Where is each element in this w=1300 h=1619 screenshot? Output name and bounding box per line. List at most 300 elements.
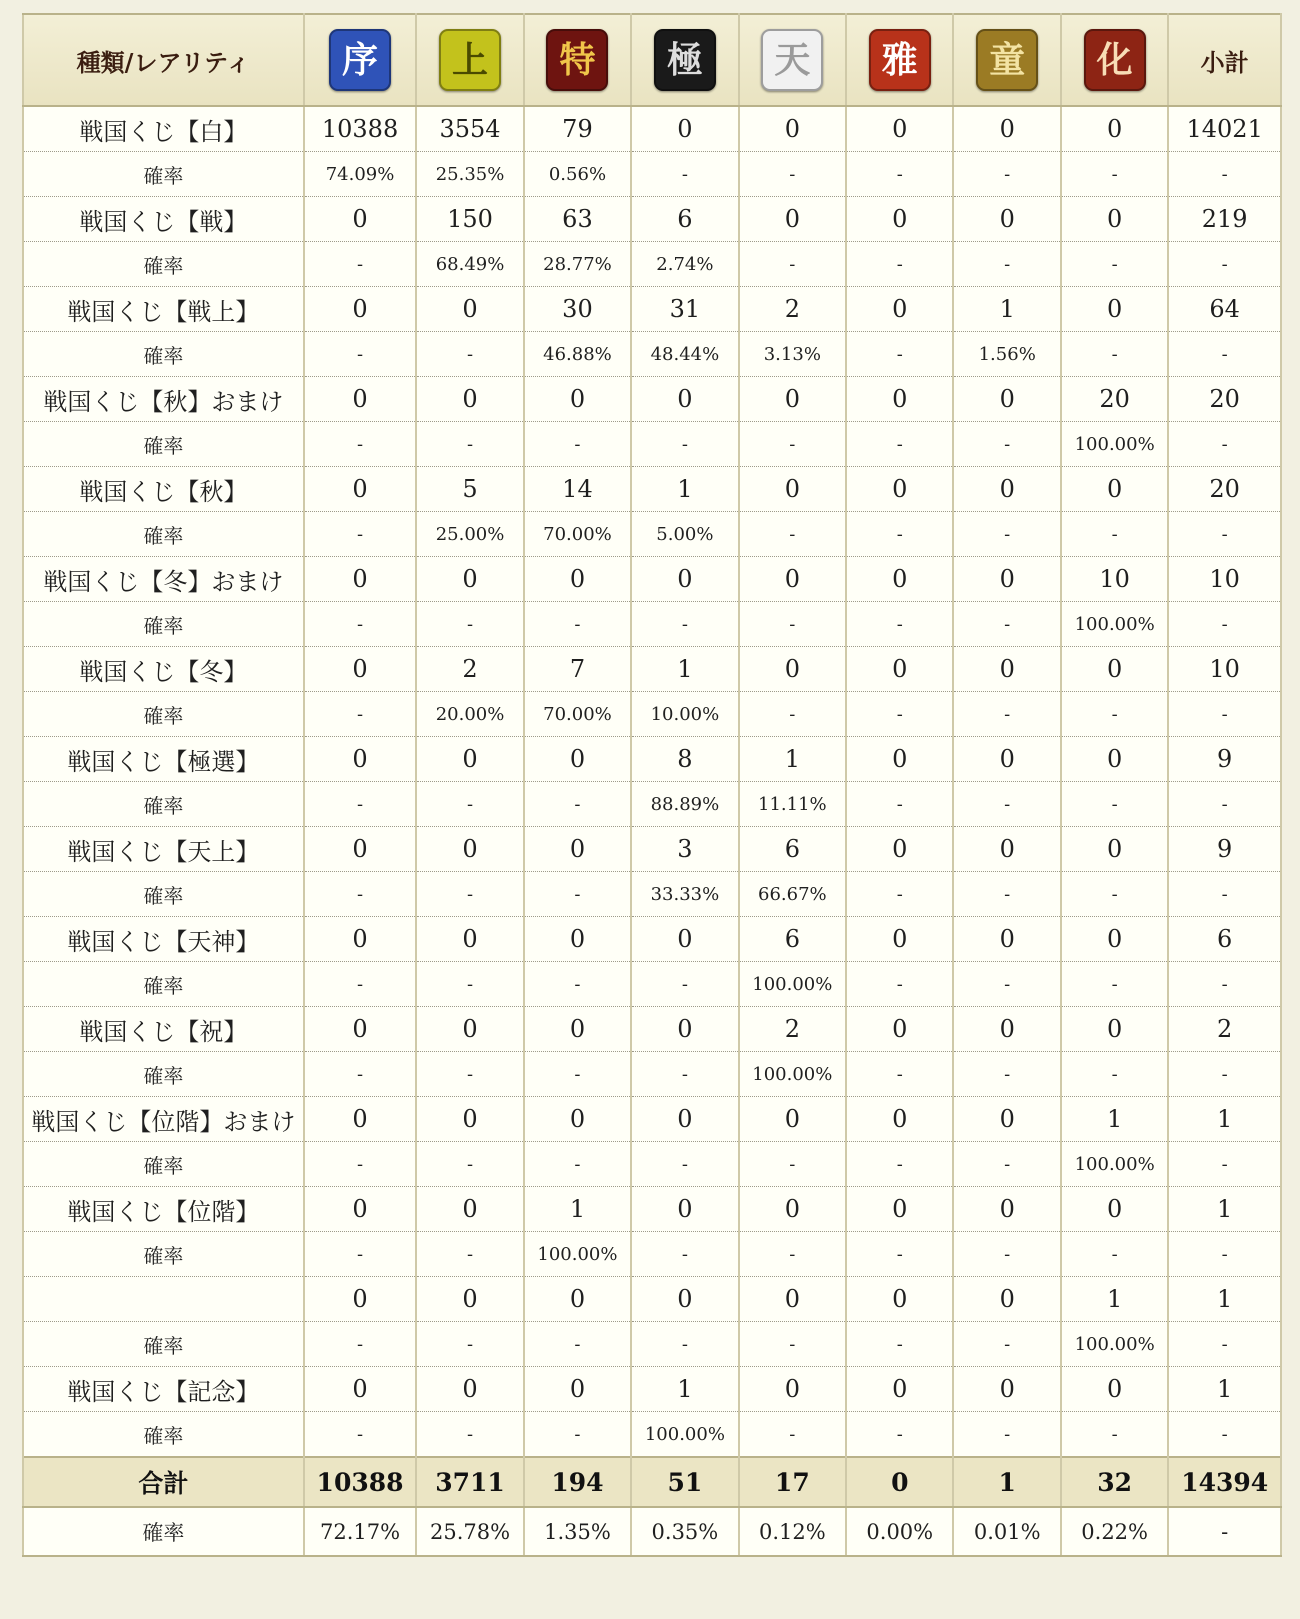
value-cell: 0 [416, 737, 523, 782]
table-row-count [23, 287, 1281, 332]
value-cell: - [524, 962, 631, 1007]
row-label: 戦国くじ【秋】おまけ [23, 377, 304, 422]
table-row-probability [23, 1412, 1281, 1458]
subtotal-cell: - [1168, 602, 1281, 647]
value-cell: 100.00% [739, 1052, 846, 1097]
row-label: 戦国くじ【位階】 [23, 1187, 304, 1232]
value-cell: 68.49% [416, 242, 523, 287]
row-label: 確率 [23, 1322, 304, 1367]
value-cell: - [416, 332, 523, 377]
value-cell: 2 [739, 1007, 846, 1052]
value-cell: - [1061, 1412, 1168, 1458]
value-cell: 0 [1061, 1367, 1168, 1412]
value-cell: 6 [739, 827, 846, 872]
value-cell: - [1061, 1052, 1168, 1097]
value-cell: - [524, 872, 631, 917]
value-cell: - [846, 602, 953, 647]
value-cell: - [416, 1142, 523, 1187]
row-label: 戦国くじ【位階】おまけ [23, 1097, 304, 1142]
rarity-header-4 [739, 14, 846, 106]
subtotal-cell: 2 [1168, 1007, 1281, 1052]
row-label: 確率 [23, 962, 304, 1007]
value-cell: 5.00% [631, 512, 738, 557]
value-cell: - [846, 1142, 953, 1187]
value-cell: - [631, 1322, 738, 1367]
row-label: 確率 [23, 872, 304, 917]
subtotal-cell: 219 [1168, 197, 1281, 242]
rarity-table [22, 13, 1282, 1557]
value-cell: 30 [524, 287, 631, 332]
value-cell: - [416, 422, 523, 467]
value-cell: - [739, 152, 846, 197]
value-cell: 0 [416, 1007, 523, 1052]
row-label: 戦国くじ【白】 [23, 106, 304, 152]
value-cell: 0 [304, 557, 417, 602]
value-cell: 8 [631, 737, 738, 782]
value-cell: 10388 [304, 106, 417, 152]
table-row-count [23, 377, 1281, 422]
value-cell: - [846, 152, 953, 197]
table-row-probability [23, 512, 1281, 557]
value-cell: 0 [304, 377, 417, 422]
value-cell: 88.89% [631, 782, 738, 827]
table-row-count [23, 737, 1281, 782]
toku-badge-icon: 特 [546, 29, 608, 91]
value-cell: - [953, 1052, 1060, 1097]
value-cell: 0 [953, 1007, 1060, 1052]
subtotal-cell: 1 [1168, 1277, 1281, 1322]
value-cell: - [953, 692, 1060, 737]
value-cell: 0 [631, 377, 738, 422]
rarity-header-2 [524, 14, 631, 106]
value-cell: - [1061, 332, 1168, 377]
value-cell: 0 [846, 1187, 953, 1232]
value-cell: 0.56% [524, 152, 631, 197]
value-cell: 100.00% [1061, 602, 1168, 647]
value-cell: - [524, 422, 631, 467]
value-cell: 1 [953, 1457, 1060, 1507]
value-cell: 0 [1061, 737, 1168, 782]
value-cell: - [631, 1052, 738, 1097]
value-cell: 0 [846, 827, 953, 872]
value-cell: 0 [416, 1097, 523, 1142]
total-probability-row [23, 1507, 1281, 1556]
value-cell: 10 [1061, 557, 1168, 602]
value-cell: 0.01% [953, 1507, 1060, 1556]
subtotal-header: 小計 [1168, 14, 1281, 106]
subtotal-cell: - [1168, 1322, 1281, 1367]
value-cell: - [953, 1142, 1060, 1187]
subtotal-cell: 6 [1168, 917, 1281, 962]
value-cell: 25.35% [416, 152, 523, 197]
table-row-count [23, 1367, 1281, 1412]
value-cell: - [1061, 692, 1168, 737]
rarity-header-7 [1061, 14, 1168, 106]
bake-badge-icon: 化 [1084, 29, 1146, 91]
value-cell: 0 [416, 917, 523, 962]
row-label: 戦国くじ【冬】おまけ [23, 557, 304, 602]
value-cell: 0 [1061, 647, 1168, 692]
value-cell: - [1061, 872, 1168, 917]
value-cell: 0.12% [739, 1507, 846, 1556]
value-cell: - [1061, 152, 1168, 197]
row-label: 確率 [23, 692, 304, 737]
value-cell: 0.35% [631, 1507, 738, 1556]
value-cell: 0 [846, 1457, 953, 1507]
value-cell: 6 [631, 197, 738, 242]
value-cell: - [953, 1322, 1060, 1367]
value-cell: 0 [416, 287, 523, 332]
value-cell: 11.11% [739, 782, 846, 827]
value-cell: 0 [631, 917, 738, 962]
value-cell: 0 [846, 467, 953, 512]
goku-badge-icon: 極 [654, 29, 716, 91]
value-cell: 0 [739, 647, 846, 692]
value-cell: 0 [739, 197, 846, 242]
value-cell: 0 [304, 197, 417, 242]
value-cell: 0 [1061, 197, 1168, 242]
value-cell: - [953, 512, 1060, 557]
row-label: 確率 [23, 242, 304, 287]
value-cell: 0 [524, 1367, 631, 1412]
table-row-probability [23, 152, 1281, 197]
value-cell: 28.77% [524, 242, 631, 287]
value-cell: - [304, 1322, 417, 1367]
value-cell: 7 [524, 647, 631, 692]
table-row-probability [23, 1052, 1281, 1097]
value-cell: - [739, 1142, 846, 1187]
value-cell: 1 [1061, 1277, 1168, 1322]
value-cell: 20.00% [416, 692, 523, 737]
row-label: 確率 [23, 602, 304, 647]
row-label: 確率 [23, 1142, 304, 1187]
subtotal-cell: 14394 [1168, 1457, 1281, 1507]
value-cell: 0 [631, 1097, 738, 1142]
ten-badge-icon: 天 [761, 29, 823, 91]
value-cell: 0 [953, 1277, 1060, 1322]
value-cell: 1 [739, 737, 846, 782]
row-label: 確率 [23, 422, 304, 467]
subtotal-cell: - [1168, 1412, 1281, 1458]
value-cell: 100.00% [1061, 1142, 1168, 1187]
value-cell: 0 [1061, 917, 1168, 962]
subtotal-cell: 20 [1168, 377, 1281, 422]
rarity-header-6 [953, 14, 1060, 106]
value-cell: 33.33% [631, 872, 738, 917]
value-cell: 0 [846, 106, 953, 152]
value-cell: 0 [524, 557, 631, 602]
value-cell: 0 [739, 1097, 846, 1142]
value-cell: 0 [846, 737, 953, 782]
value-cell: - [524, 782, 631, 827]
value-cell: - [416, 1322, 523, 1367]
value-cell: 1.56% [953, 332, 1060, 377]
subtotal-cell: 64 [1168, 287, 1281, 332]
value-cell: 14 [524, 467, 631, 512]
table-row-probability [23, 332, 1281, 377]
value-cell: - [631, 1232, 738, 1277]
value-cell: 0 [739, 1187, 846, 1232]
value-cell: 5 [416, 467, 523, 512]
miyabi-badge-icon: 雅 [869, 29, 931, 91]
value-cell: 0 [524, 827, 631, 872]
value-cell: 0 [739, 1367, 846, 1412]
value-cell: - [739, 1412, 846, 1458]
value-cell: - [739, 1322, 846, 1367]
value-cell: - [304, 1052, 417, 1097]
subtotal-cell: - [1168, 692, 1281, 737]
row-label: 戦国くじ【極選】 [23, 737, 304, 782]
subtotal-cell: 10 [1168, 557, 1281, 602]
value-cell: 0 [846, 1277, 953, 1322]
subtotal-cell: - [1168, 1052, 1281, 1097]
value-cell: - [739, 422, 846, 467]
value-cell: 1 [631, 467, 738, 512]
value-cell: - [631, 1142, 738, 1187]
table-row-count [23, 1187, 1281, 1232]
subtotal-cell: - [1168, 1232, 1281, 1277]
value-cell: 0 [304, 827, 417, 872]
value-cell: 0 [304, 1367, 417, 1412]
subtotal-cell: - [1168, 782, 1281, 827]
value-cell: 31 [631, 287, 738, 332]
value-cell: 0.22% [1061, 1507, 1168, 1556]
value-cell: 10388 [304, 1457, 417, 1507]
jo-badge-icon: 序 [329, 29, 391, 91]
value-cell: - [304, 1412, 417, 1458]
value-cell: 74.09% [304, 152, 417, 197]
value-cell: 0 [524, 1277, 631, 1322]
value-cell: 0 [1061, 1187, 1168, 1232]
value-cell: 1 [953, 287, 1060, 332]
value-cell: 63 [524, 197, 631, 242]
value-cell: - [739, 692, 846, 737]
row-label: 戦国くじ【祝】 [23, 1007, 304, 1052]
value-cell: 100.00% [1061, 422, 1168, 467]
value-cell: 0 [846, 917, 953, 962]
value-cell: - [416, 1232, 523, 1277]
value-cell: 0 [524, 377, 631, 422]
value-cell: 0 [953, 197, 1060, 242]
value-cell: - [416, 1412, 523, 1458]
subtotal-cell: 20 [1168, 467, 1281, 512]
table-row-probability [23, 242, 1281, 287]
value-cell: 3554 [416, 106, 523, 152]
table-row-count [23, 1277, 1281, 1322]
value-cell: - [953, 1232, 1060, 1277]
value-cell: 72.17% [304, 1507, 417, 1556]
value-cell: 0 [739, 467, 846, 512]
value-cell: - [631, 962, 738, 1007]
value-cell: 0 [953, 1367, 1060, 1412]
value-cell: 0 [953, 647, 1060, 692]
value-cell: - [304, 1232, 417, 1277]
value-cell: 0 [846, 1367, 953, 1412]
value-cell: 0 [524, 917, 631, 962]
value-cell: - [846, 1052, 953, 1097]
value-cell: 20 [1061, 377, 1168, 422]
value-cell: 17 [739, 1457, 846, 1507]
table-row-count [23, 557, 1281, 602]
value-cell: 0 [631, 1187, 738, 1232]
table-row-count [23, 647, 1281, 692]
subtotal-cell: - [1168, 242, 1281, 287]
value-cell: - [846, 1322, 953, 1367]
value-cell: 0 [631, 1007, 738, 1052]
value-cell: 1 [1061, 1097, 1168, 1142]
value-cell: 0 [304, 287, 417, 332]
value-cell: 194 [524, 1457, 631, 1507]
row-label: 確率 [23, 782, 304, 827]
value-cell: - [524, 1412, 631, 1458]
value-cell: - [739, 602, 846, 647]
row-label [23, 1277, 304, 1322]
value-cell: 100.00% [739, 962, 846, 1007]
value-cell: - [953, 602, 1060, 647]
value-cell: 0 [416, 557, 523, 602]
rarity-header-5 [846, 14, 953, 106]
value-cell: - [416, 782, 523, 827]
table-body [23, 106, 1281, 1556]
subtotal-cell: 9 [1168, 827, 1281, 872]
value-cell: 3.13% [739, 332, 846, 377]
value-cell: 0 [1061, 287, 1168, 332]
table-row-count [23, 917, 1281, 962]
row-label: 確率 [23, 1232, 304, 1277]
value-cell: 0.00% [846, 1507, 953, 1556]
row-label: 戦国くじ【冬】 [23, 647, 304, 692]
row-label: 確率 [23, 332, 304, 377]
table-row-count [23, 1007, 1281, 1052]
value-cell: - [739, 512, 846, 557]
value-cell: - [1061, 512, 1168, 557]
value-cell: 3 [631, 827, 738, 872]
value-cell: - [1061, 1232, 1168, 1277]
value-cell: - [304, 962, 417, 1007]
value-cell: 51 [631, 1457, 738, 1507]
value-cell: - [953, 152, 1060, 197]
value-cell: 1.35% [524, 1507, 631, 1556]
value-cell: - [953, 782, 1060, 827]
value-cell: - [846, 962, 953, 1007]
value-cell: 0 [416, 1187, 523, 1232]
value-cell: 2 [739, 287, 846, 332]
value-cell: 3711 [416, 1457, 523, 1507]
value-cell: 0 [524, 737, 631, 782]
value-cell: 0 [631, 557, 738, 602]
value-cell: - [846, 692, 953, 737]
value-cell: - [1061, 962, 1168, 1007]
value-cell: - [304, 242, 417, 287]
value-cell: 10.00% [631, 692, 738, 737]
value-cell: 0 [846, 1097, 953, 1142]
value-cell: - [846, 782, 953, 827]
value-cell: 0 [416, 377, 523, 422]
row-label: 確率 [23, 1412, 304, 1458]
value-cell: - [304, 872, 417, 917]
row-label: 合計 [23, 1457, 304, 1507]
subtotal-cell: - [1168, 1142, 1281, 1187]
value-cell: 0 [846, 197, 953, 242]
value-cell: 0 [739, 106, 846, 152]
subtotal-cell: 9 [1168, 737, 1281, 782]
value-cell: 1 [631, 1367, 738, 1412]
value-cell: 70.00% [524, 512, 631, 557]
value-cell: 0 [304, 467, 417, 512]
table-row-probability [23, 872, 1281, 917]
value-cell: 6 [739, 917, 846, 962]
value-cell: 25.78% [416, 1507, 523, 1556]
subtotal-cell: - [1168, 512, 1281, 557]
table-row-count [23, 827, 1281, 872]
subtotal-cell: 1 [1168, 1187, 1281, 1232]
value-cell: 0 [953, 1187, 1060, 1232]
table-row-count [23, 106, 1281, 152]
value-cell: 100.00% [631, 1412, 738, 1458]
value-cell: 79 [524, 106, 631, 152]
value-cell: 46.88% [524, 332, 631, 377]
rarity-table-container [22, 13, 1282, 1557]
value-cell: - [416, 962, 523, 1007]
value-cell: - [631, 602, 738, 647]
row-label: 確率 [23, 512, 304, 557]
value-cell: 0 [416, 1367, 523, 1412]
value-cell: 0 [846, 557, 953, 602]
subtotal-cell: - [1168, 872, 1281, 917]
value-cell: 0 [524, 1097, 631, 1142]
value-cell: - [304, 692, 417, 737]
table-row-probability [23, 422, 1281, 467]
value-cell: 0 [953, 1097, 1060, 1142]
row-label: 戦国くじ【戦】 [23, 197, 304, 242]
value-cell: 70.00% [524, 692, 631, 737]
value-cell: 32 [1061, 1457, 1168, 1507]
subtotal-cell: 1 [1168, 1367, 1281, 1412]
value-cell: - [846, 242, 953, 287]
row-label: 戦国くじ【戦上】 [23, 287, 304, 332]
value-cell: 0 [631, 1277, 738, 1322]
value-cell: 0 [953, 827, 1060, 872]
row-label: 戦国くじ【記念】 [23, 1367, 304, 1412]
value-cell: 0 [304, 917, 417, 962]
subtotal-cell: 14021 [1168, 106, 1281, 152]
value-cell: 0 [953, 377, 1060, 422]
value-cell: 0 [846, 647, 953, 692]
subtotal-cell: 1 [1168, 1097, 1281, 1142]
value-cell: - [304, 782, 417, 827]
value-cell: 0 [846, 377, 953, 422]
value-cell: - [953, 1412, 1060, 1458]
value-cell: - [739, 1232, 846, 1277]
value-cell: 0 [304, 647, 417, 692]
jou-badge-icon: 上 [439, 29, 501, 91]
value-cell: - [846, 1412, 953, 1458]
subtotal-cell: - [1168, 152, 1281, 197]
value-cell: - [524, 1052, 631, 1097]
rarity-header-0 [304, 14, 417, 106]
value-cell: 2 [416, 647, 523, 692]
row-label: 確率 [23, 1052, 304, 1097]
value-cell: - [304, 602, 417, 647]
value-cell: 100.00% [1061, 1322, 1168, 1367]
value-cell: 0 [953, 106, 1060, 152]
value-cell: - [739, 242, 846, 287]
value-cell: - [953, 872, 1060, 917]
table-row-probability [23, 602, 1281, 647]
value-cell: 0 [304, 737, 417, 782]
table-row-probability [23, 692, 1281, 737]
value-cell: - [953, 242, 1060, 287]
